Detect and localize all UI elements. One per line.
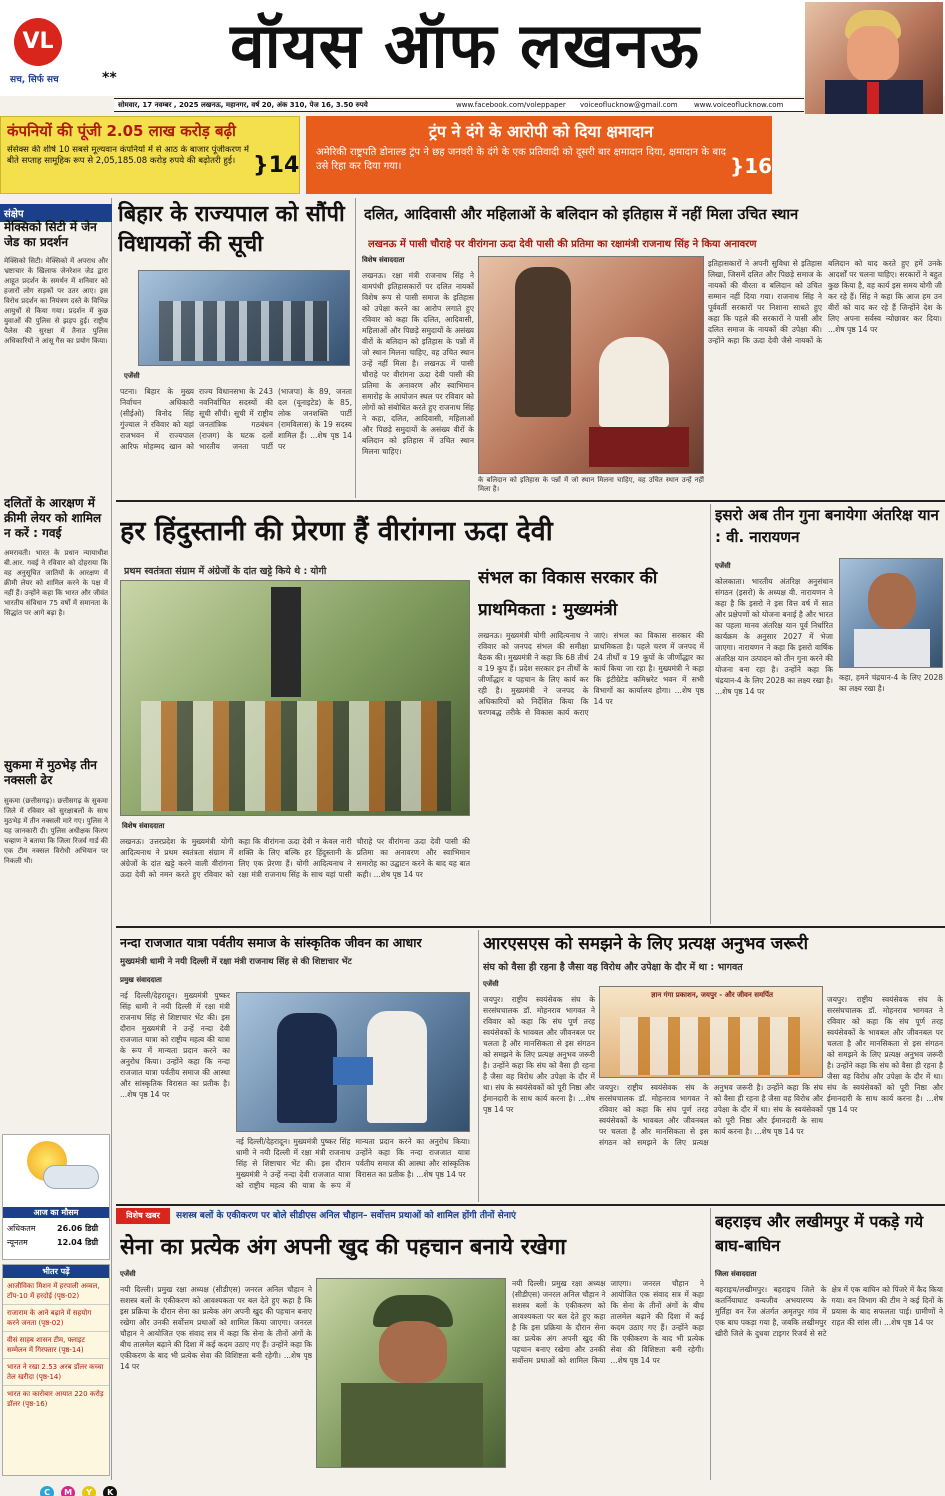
rss-subhead: संघ को वैसा ही रहना है जैसा वह विरोध और उपेक्षा के दौर में था : भागवत: [483, 962, 743, 973]
story3-text: सुकमा (छत्तीसगढ़)। छत्तीसगढ़ के सुकमा जिले में रविवार को सुरक्षाबलों के साथ मुठभेड़ में तीन नक्सली मारे गए। पुलिस ने यह जानकारी दी। पुलिस अधीक्षक किरण चव्हाण ने बताया कि जिला रिजर्व गार्ड की एक टीम नक्सल विरोधी अभियान पर निकली थी।: [4, 797, 108, 865]
cmyk-k: K: [103, 1486, 117, 1496]
tiger-story: [710, 1208, 945, 1480]
udadevi-subhead: लखनऊ में पासी चौराहे पर वीरांगना ऊदा देवी पासी की प्रतिमा का रक्षामंत्री राजनाथ सिंह ने किया अनावरण: [368, 239, 757, 250]
inside-box: [2, 1264, 110, 1476]
rss-headline: आरएसएस को समझने के लिए प्रत्यक्ष अनुभव जरूरी: [483, 934, 808, 954]
udadevi-text-1: लखनऊ। रक्षा मंत्री राजनाथ सिंह ने वामपंथी इतिहासकारों पर दलित नायकों विशेष रूप से पासी समाज के इतिहास को उपेक्षा करने का आरोप लगाते हुए रविवार को कहा कि दलित, आदिवासी, महिलाओं और पिछड़े समुदायों के असंख्य वीरों के बलिदान को इतिहास के पन्नों में जो स्थान मिलना चाहिए, वह उचित स्थान उन्हें नहीं मिला है। लखनऊ में पासी चौराहे पर वीरांगना ऊदा देवी पासी की प्रतिमा के अनावरण और स्वाभिमान समारोह के आयोजन स्थल पर रविवार को लोगों को संबोधित करते हुए राजनाथ सिंह ने कहा, दलित, आदिवासी, महिलाओं और पिछड़े समुदायों के असंख्य वीरों के बलिदान को इतिहास में उचित स्थान मिलना चाहिए।: [362, 271, 474, 456]
prerna-subhead: प्रथम स्वतंत्रता संग्राम में अंग्रेजों के दांत खट्टे किये थे : योगी: [124, 566, 327, 577]
weather-max-label: अधिकतम: [7, 1224, 36, 1233]
sambhal-headline: संभल का विकास सरकार की प्राथमिकता : मुख्यमंत्री: [478, 568, 658, 620]
website-link[interactable]: www.voiceoflucknow.com: [694, 101, 784, 109]
sambhal-text: लखनऊ। मुख्यमंत्री योगी आदित्यनाथ ने रविवार को जनपद संभल की समीक्षा बैठक की। मुख्यमंत्री ने कहा कि 68 तीर्थ व 19 कूप हैं। प्रदेश सरकार इन तीर्थों के जीर्णोद्धार व पहचान के लिए कार्य कर रही है। मुख्यमंत्री ने जनपद के अधिकारियों को निर्देशित किया कि चरणबद्ध तरीके से विकास कार्य कराए जाएं। संभल का विकास सरकार की प्राथमिकता है। पहले चरण में जनपद में 24 तीर्थों व 19 कूपों के जीर्णोद्धार का कार्य किया जा रहा है। मुख्यमंत्री ने कहा कि इंटीग्रेटेड कमिश्नरेट भवन में सभी विभागों का कार्यालय होगा। ...शेष पृष्ठ 14 पर: [478, 631, 704, 717]
facebook-link[interactable]: www.facebook.com/voleppaper: [456, 101, 566, 109]
weather-title: आज का मौसम: [3, 1207, 109, 1218]
cloud-icon: [43, 1165, 99, 1189]
rss-photo: [599, 986, 823, 1078]
weather-min-label: न्यूनतम: [7, 1238, 28, 1247]
prerna-headline: हर हिंदुस्तानी की प्रेरणा हैं वीरांगना ऊदा देवी: [120, 516, 553, 547]
tiger-byline: जिला संवाददाता: [715, 1270, 757, 1278]
tiger-text: बहराइच/लखीमपुर। बहराइच जिले के कतर्नियाघाट वन्यजीव अभयारण्य के मुर्तिहा वन रेंज अंतर्गत अमृतपुर गांव में एक बाघ पकड़ा गया है, जबकि लखीमपुर खीरी जिले के दुधवा टाइगर रिजर्व से सटे क्षेत्र में एक बाघिन को पिंजरे में कैद किया गया। वन विभाग की टीम ने कई दिनों के प्रयास के बाद सफलता पाई। ग्रामीणों ने राहत की सांस ली। ...शेष पृष्ठ 14 पर: [715, 1285, 943, 1338]
udadevi-story: [360, 198, 945, 498]
masthead: [0, 0, 945, 96]
prerna-photo: [120, 580, 470, 816]
story2-headline: दलितों के आरक्षण में क्रीमी लेयर को शामिल न करें : गवई: [4, 496, 102, 540]
narayanan-photo: [839, 558, 943, 668]
inside-item[interactable]: आजीविका मिशन में हरपाली अव्वल, टॉप-10 में हरदोई (पृष्ठ-02): [3, 1278, 109, 1305]
prerna-story: [116, 504, 706, 924]
bihar-photo: [138, 270, 350, 366]
rss-byline: एजेंसी: [483, 980, 499, 988]
cmyk-m: M: [61, 1486, 75, 1496]
cmyk-c: C: [40, 1486, 54, 1496]
prerna-text: लखनऊ। उत्तरप्रदेश के मुख्यमंत्री योगी आदित्यनाथ ने प्रथम स्वतंत्रता संग्राम में अंग्रेजों के दांत खट्टे करने वाली वीरांगना ऊदा देवी को नमन करते हुए रविवार को कहा कि वीरांगना ऊदा देवी न केवल नारी शक्ति के लिए बल्कि हर हिंदुस्तानी के लिए एक प्रेरणा हैं। योगी आदित्यनाथ ने रक्षा मंत्री राजनाथ सिंह के साथ यहां पासी चौराहे पर वीरांगना ऊदा देवी पासी की प्रतिमा का अनावरण और स्वाभिमान समारोह का उद्घाटन करने के बाद यह बात कही। ...शेष पृष्ठ 14 पर: [120, 837, 470, 879]
story3-headline: सुकमा में मुठभेड़ तीन नक्सली ढेर: [4, 758, 97, 787]
ticker-right-headline: ट्रंप ने दंगे के आरोपी को दिया क्षमादान: [428, 122, 654, 141]
cds-text: नयी दिल्ली। प्रमुख रक्षा अध्यक्ष (सीडीएस) जनरल अनिल चौहान ने सशस्त्र बलों के एकीकरण को आवश्यकता पर बल देते हुए कहा है कि इस प्रक्रिया के दौरान सेना का प्रत्येक अंग अपनी खुद की पहचान बनाए रखेगा और उनकी सर्वोत्तम प्रथाओं को शामिल किया जाएगा। जनरल चौहान ने आयोजित एक संवाद सत्र में कहा कि सेना के तीनों अंगों के बीच तालमेल बढ़ाने की दिशा में कई कदम उठाए गए हैं। उन्होंने कहा कि एकीकरण के बाद भी प्रत्येक सेवा की विशिष्टता बनी रहेगी। ...शेष पृष्ठ 14 पर: [120, 1285, 312, 1371]
weather-min: 12.04 डिग्री: [57, 1238, 99, 1247]
nanda-headline: नन्दा राजजात यात्रा पर्वतीय समाज के सांस्कृतिक जीवन का आधार: [120, 935, 422, 950]
cds-strap: सशस्त्र बलों के एकीकरण पर बोले सीडीएस अनिल चौहान– सर्वोत्तम प्रथाओं को शामिल होंगी तीनों सेनाएं: [176, 1211, 517, 1221]
sidebar: [0, 198, 112, 1480]
email-link[interactable]: voiceoflucknow@gmail.com: [580, 101, 678, 109]
nanda-photo: [236, 992, 470, 1132]
cds-headline: सेना का प्रत्येक अंग अपनी खुद की पहचान बनाये रखेगा: [120, 1235, 566, 1260]
udadevi-headline: दलित, आदिवासी और महिलाओं के बलिदान को इतिहास में नहीं मिला उचित स्थान: [364, 207, 799, 223]
nanda-subhead: मुख्यमंत्री धामी ने नयी दिल्ली में रक्षा मंत्री राजनाथ सिंह से की शिष्टाचार भेंट: [120, 957, 352, 967]
dateline: सोमवार, 17 नवम्बर , 2025 लखनऊ, महानगर, वर्ष 20, अंक 310, पेज 16, 3.50 रुपये: [118, 101, 368, 109]
rss-text-3: जयपुर। राष्ट्रीय स्वयंसेवक संघ के सरसंघचालक डॉ. मोहनराव भागवत ने रविवार को कहा कि संघ पूर्ण तरह स्वयंसेवकों के भावबल और जीवनबल पर चलता है और मानसिकता से इस संगठन को समझने के लिए प्रत्यक्ष अनुभव जरूरी है। उन्होंने कहा कि संघ को वैसा ही रहना है जैसा वह विरोध और उपेक्षा के दौर में था। संघ के स्वयंसेवकों को पूरी निष्ठा और ईमानदारी के साथ कार्य करना है। ...शेष पृष्ठ 14 पर: [827, 995, 943, 1114]
inside-item[interactable]: भारत ने रखा 2.53 अरब डॉलर कच्चा तेल खरीदा (पृष्ठ-14): [3, 1359, 109, 1386]
isro-story: [710, 504, 945, 924]
ticker-left-text: सेंसेक्स की शीर्ष 10 सबसे मूल्यवान कंपनियों में से आठ के बाजार पूंजीकरण में बीते सप्ताह सामूहिक रूप से 2,05,185.08 करोड़ रुपये की बढ़ोतरी हुई।: [7, 145, 249, 166]
dateline-bar: [114, 98, 804, 112]
bihar-byline: एजेंसी: [124, 372, 140, 380]
inside-item[interactable]: वीसं साहब शासन टीम, फ्लाइट सम्मेलन में गिरफ्तार (पृष्ठ-14): [3, 1332, 109, 1359]
story2-text: अमरावती। भारत के प्रधान न्यायाधीश बी.आर. गवई ने रविवार को दोहराया कि वह अनुसूचित जातियों के आरक्षण में क्रीमी लेयर को शामिल करने के पक्ष में नहीं हैं। उन्होंने कहा कि भारत और जीवंत भारतीय संविधान 75 वर्षों में समानता के सिद्धांत पर आगे बढ़ा है।: [4, 549, 108, 617]
cmyk-y: Y: [82, 1486, 96, 1496]
bihar-text: पटना। बिहार के मुख्य निर्वाचन अधिकारी (सीईओ) विनोद सिंह गुंज्याल ने रविवार को यहां राजभवन में राज्यपाल आरिफ मोहम्मद खान को राज्य विधानसभा के 243 नवनिर्वाचित सदस्यों की सूची सौंपी। सूची में राष्ट्रीय जनतांत्रिक गठबंधन (राजग) के घटक दलों भारतीय जनता पार्टी (भाजपा) के 89, जनता दल (यूनाइटेड) के 85, लोक जनशक्ति पार्टी (रामविलास) के 19 सदस्य शामिल हैं। ...शेष पृष्ठ 14 पर: [120, 387, 352, 451]
isro-text: कोलकाता। भारतीय अंतरिक्ष अनुसंधान संगठन (इसरो) के अध्यक्ष वी. नारायणन ने कहा है कि इसरो ने इस वित्त वर्ष में सात और प्रक्षेपणों को योजना बनाई है और भारत का पहला मानव अंतरिक्ष यान पूर्व निर्धारित कार्यक्रम के अनुसार 2027 में भेजा जाएगा। नारायणन ने कहा कि इसरो वार्षिक अंतरिक्ष यान उत्पादन को तीन गुना करने की योजना बना रहा है। उन्होंने कहा कि चंद्रयान-4 के लिए 2028 का लक्ष्य रखा है। ...शेष पृष्ठ 14 पर: [715, 577, 833, 696]
ticker-right-page: }16: [730, 154, 773, 178]
inside-item[interactable]: राजाराम के आने बढ़ाने में सहयोग करने जनता (पृष्ठ-02): [3, 1305, 109, 1332]
tiger-headline: बहराइच और लखीमपुर में पकड़े गये बाघ-बाघिन: [715, 1212, 924, 1255]
trump-photo: [805, 2, 943, 114]
bihar-story: [116, 198, 356, 498]
ticker-left-page-number: 14: [268, 153, 300, 178]
tagline: सच, सिर्फ सच: [10, 75, 59, 85]
nanda-text: नई दिल्ली/देहरादून। मुख्यमंत्री पुष्कर सिंह धामी ने नयी दिल्ली में रक्षा मंत्री राजनाथ सिंह से शिष्टाचार भेंट की। इस दौरान मुख्यमंत्री ने उन्हें नन्दा देवी राजजात यात्रा को राष्ट्रीय महत्व की यात्रा के रूप में मान्यता प्रदान करने का अनुरोध किया। उन्होंने कहा कि नन्दा राजजात यात्रा पर्वतीय समाज की आस्था और सांस्कृतिक विरासत का प्रतीक है। ...शेष पृष्ठ 14 पर: [120, 991, 230, 1099]
bihar-headline: बिहार के राज्यपाल को सौंपी विधायकों की सूची: [118, 202, 345, 257]
cds-byline: एजेंसी: [120, 1270, 136, 1278]
inside-item[interactable]: भारत का कारोबार आयात 220 करोड़ डॉलर (पृष्ठ-16): [7, 1390, 104, 1408]
ticker-right-page-number: 16: [744, 154, 773, 178]
ticker-left-headline: कंपनियों की पूंजी 2.05 लाख करोड़ बढ़ी: [7, 122, 236, 140]
ticker-right: [306, 116, 772, 194]
story1-text: मेक्सिको सिटी। मेक्सिको में अपराध और भ्रष्टाचार के खिलाफ जेनरेशन जेड द्वारा आहूत प्रदर्शन के समर्थन में शनिवार को हजारों लोग सड़कों पर उतर आए। इस विरोध प्रदर्शन का नियंत्रण दस्ते के विभिन्न आयुधों से किया गया। प्रदर्शन में कुछ युवाओं की पुलिस से झड़प हुई। राष्ट्रीय पैलेस की सुरक्षा में तैनात पुलिस अधिकारियों ने आंसू गैस का प्रयोग किया।: [4, 257, 108, 345]
ticker-left: [0, 116, 300, 194]
isro-byline: एजेंसी: [715, 562, 731, 570]
nanda-byline: प्रमुख संवाददाता: [120, 976, 162, 984]
isro-caption: कहा, हमने चंद्रयान-4 के लिए 2028 का लक्ष्य रखा है।: [839, 673, 943, 693]
udadevi-byline: विशेष संवाददाता: [362, 256, 405, 264]
udadevi-statue-photo: [478, 256, 704, 474]
udadevi-text-2: इतिहासकारों ने अपनी सुविधा से इतिहास लिखा, जिसमें दलित और पिछड़े समाज के नायकों की वीरता व बलिदान को उचित सम्मान नहीं दिया गया। राजनाथ सिंह ने पूर्ववर्ती सरकारों पर निशाना साधते हुए कहा कि पहले की सरकारों ने पासी और दलित समाज के नायकों की उपेक्षा की। उन्होंने कहा कि ऊदा देवी जैसे नायकों के बलिदान को याद करते हुए हमें उनके आदर्शों पर चलना चाहिए। सरकारों ने बहुत कुछ किया है, वह कार्य इस समय योगी जी कर रहे हैं। सिंह ने कहा कि आज हम उन वीरों को याद कर रहे हैं जिन्होंने देश के लिए अपना सर्वस्व न्योछावर कर दिया। ...शेष पृष्ठ 14 पर: [708, 259, 942, 345]
sidebar-label: संक्षेप: [0, 204, 112, 222]
inside-title: भीतर पढ़ें: [3, 1265, 109, 1278]
cmyk-marks: [40, 1480, 240, 1496]
prerna-byline: विशेष संवाददाता: [122, 822, 165, 830]
newspaper-title: वॉयस ऑफ लखनऊ: [230, 9, 700, 82]
cds-photo: [316, 1278, 506, 1468]
rss-text: जयपुर। राष्ट्रीय स्वयंसेवक संघ के सरसंघचालक डॉ. मोहनराव भागवत ने रविवार को कहा कि संघ पूर्ण तरह स्वयंसेवकों के भावबल और जीवनबल पर चलता है और मानसिकता से इस संगठन को समझने के लिए प्रत्यक्ष अनुभव जरूरी है। उन्होंने कहा कि संघ को वैसा ही रहना है जैसा वह विरोध और उपेक्षा के दौर में था। संघ के स्वयंसेवकों को पूरी निष्ठा और ईमानदारी के साथ कार्य करना है। ...शेष पृष्ठ 14 पर: [483, 995, 595, 1114]
nanda-story: [116, 930, 474, 1202]
rss-banner-text: ज्ञान गंगा प्रकाशन, जयपुर - और जीवन समर्पित: [651, 991, 773, 999]
weather-max: 26.06 डिग्री: [57, 1224, 99, 1233]
cds-kicker: विशेष खबर: [116, 1208, 170, 1224]
stars: **: [102, 70, 117, 86]
udadevi-caption: के बलिदान को इतिहास के पन्नों में जो स्थान मिलना चाहिए, वह उचित स्थान उन्हें नहीं मिला है।: [478, 476, 704, 493]
logo: VL: [14, 18, 62, 66]
story1-headline: मेक्सिको सिटी में जेन जेड का प्रदर्शन: [4, 220, 97, 249]
weather-box: [2, 1134, 110, 1260]
rss-story: [478, 930, 945, 1202]
ticker-right-text: अमेरिकी राष्ट्रपति डोनाल्ड ट्रंप ने छह जनवरी के दंगे के एक प्रतिवादी को दूसरी बार क्षमादान दिया, क्षमादान के बाद उसे रिहा कर दिया गया।: [316, 147, 726, 172]
cds-story: [116, 1208, 706, 1480]
isro-headline: इसरो अब तीन गुना बनायेगा अंतरिक्ष यान : वी. नारायणन: [715, 506, 939, 546]
rss-text-2: जयपुर। राष्ट्रीय स्वयंसेवक संघ के सरसंघचालक डॉ. मोहनराव भागवत ने रविवार को कहा कि संघ पूर्ण तरह स्वयंसेवकों के भावबल और जीवनबल पर चलता है और मानसिकता से इस संगठन को समझने के लिए प्रत्यक्ष अनुभव जरूरी है। उन्होंने कहा कि संघ को वैसा ही रहना है जैसा वह विरोध और उपेक्षा के दौर में था। संघ के स्वयंसेवकों को पूरी निष्ठा और ईमानदारी के साथ कार्य करना है। ...शेष पृष्ठ 14 पर: [599, 1083, 823, 1147]
ticker-left-page: }14: [253, 153, 300, 178]
nanda-text-2: नई दिल्ली/देहरादून। मुख्यमंत्री पुष्कर सिंह धामी ने नयी दिल्ली में रक्षा मंत्री राजनाथ सिंह से शिष्टाचार भेंट की। इस दौरान मुख्यमंत्री ने उन्हें नन्दा देवी राजजात यात्रा को राष्ट्रीय महत्व की यात्रा के रूप में मान्यता प्रदान करने का अनुरोध किया। उन्होंने कहा कि नन्दा राजजात यात्रा पर्वतीय समाज की आस्था और सांस्कृतिक विरासत का प्रतीक है। ...शेष पृष्ठ 14 पर: [236, 1137, 470, 1190]
cds-text-2: नयी दिल्ली। प्रमुख रक्षा अध्यक्ष (सीडीएस) जनरल अनिल चौहान ने सशस्त्र बलों के एकीकरण को आवश्यकता पर बल देते हुए कहा है कि इस प्रक्रिया के दौरान सेना का प्रत्येक अंग अपनी खुद की पहचान बनाए रखेगा और उनकी सर्वोत्तम प्रथाओं को शामिल किया जाएगा। जनरल चौहान ने आयोजित एक संवाद सत्र में कहा कि सेना के तीनों अंगों के बीच तालमेल बढ़ाने की दिशा में कई कदम उठाए गए हैं। उन्होंने कहा कि एकीकरण के बाद भी प्रत्येक सेवा की विशिष्टता बनी रहेगी। ...शेष पृष्ठ 14 पर: [512, 1279, 704, 1365]
